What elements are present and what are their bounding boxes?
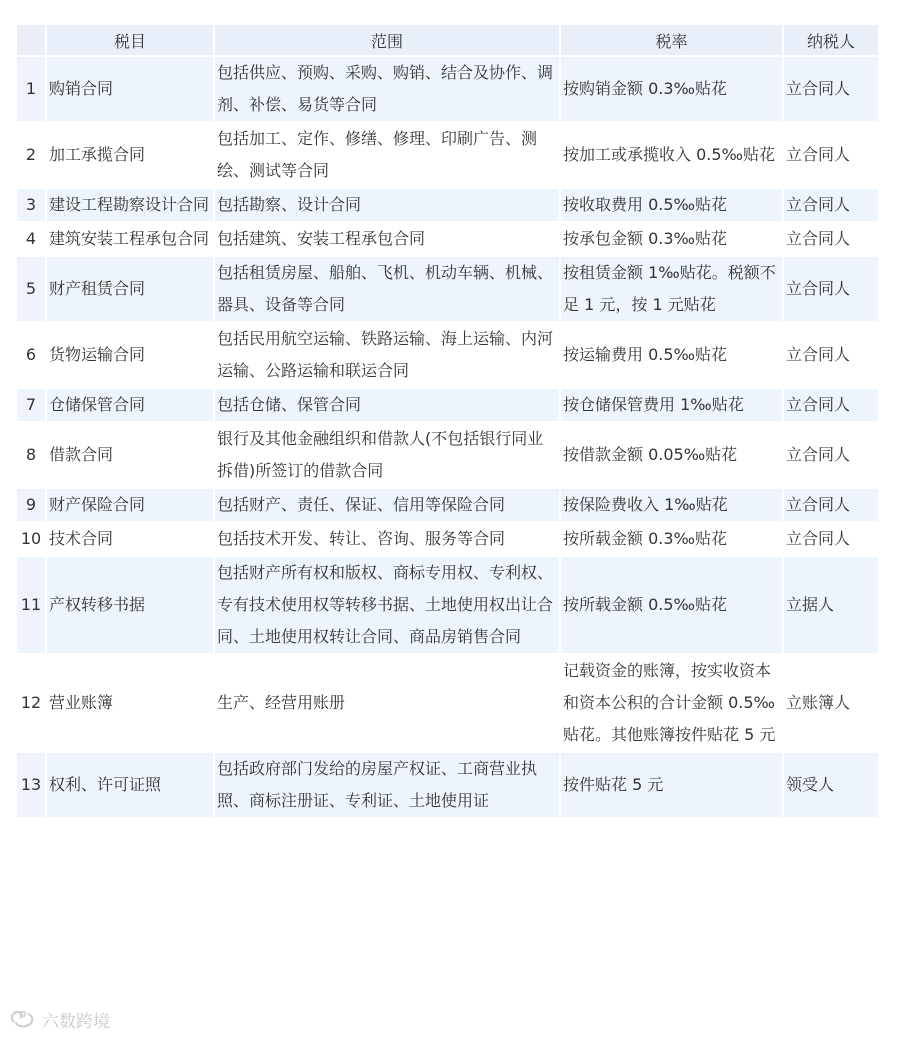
row-number: 11 bbox=[17, 557, 45, 653]
row-scope: 包括财产所有权和版权、商标专用权、专利权、专有技术使用权等转移书据、土地使用权出让合同、土地使用权转让合同、商品房销售合同 bbox=[215, 557, 559, 653]
row-rate: 按保险费收入 1‰贴花 bbox=[561, 489, 782, 521]
row-rate: 按借款金额 0.05‰贴花 bbox=[563, 445, 738, 464]
row-number: 8 bbox=[25, 445, 37, 464]
row-scope: 包括租赁房屋、船舶、飞机、机动车辆、机械、器具、设备等合同 bbox=[215, 257, 559, 321]
row-scope: 包括技术开发、转让、咨询、服务等合同 bbox=[217, 529, 506, 548]
stamp-tax-table bbox=[15, 23, 880, 819]
row-rate: 按收取费用 0.5‰贴花 bbox=[561, 189, 782, 221]
row-payer: 立合同人 bbox=[784, 189, 878, 221]
table-row bbox=[17, 257, 878, 321]
table-row bbox=[17, 389, 878, 421]
row-payer: 立合同人 bbox=[786, 345, 851, 364]
row-rate: 按所载金额 0.3‰贴花 bbox=[563, 529, 728, 548]
row-item: 货物运输合同 bbox=[49, 345, 146, 364]
row-rate: 按件贴花 5 元 bbox=[561, 753, 782, 817]
row-number: 10 bbox=[20, 529, 42, 548]
header-item: 税目 bbox=[47, 25, 213, 55]
row-number: 7 bbox=[17, 389, 45, 421]
row-number: 4 bbox=[25, 229, 37, 248]
row-number: 13 bbox=[17, 753, 45, 817]
row-item: 借款合同 bbox=[49, 445, 114, 464]
table-row bbox=[17, 557, 878, 653]
row-payer: 立合同人 bbox=[784, 57, 878, 121]
row-scope: 包括政府部门发给的房屋产权证、工商营业执照、商标注册证、专利证、土地使用证 bbox=[215, 753, 559, 817]
row-payer: 领受人 bbox=[784, 753, 878, 817]
row-scope: 包括民用航空运输、铁路运输、海上运输、内河运输、公路运输和联运合同 bbox=[217, 329, 554, 380]
row-rate: 按所载金额 0.5‰贴花 bbox=[561, 557, 782, 653]
row-payer: 立合同人 bbox=[786, 529, 851, 548]
table-row bbox=[17, 523, 878, 555]
row-rate: 按购销金额 0.3‰贴花 bbox=[561, 57, 782, 121]
table-header-row bbox=[17, 25, 878, 55]
row-scope: 包括供应、预购、采购、购销、结合及协作、调剂、补偿、易货等合同 bbox=[215, 57, 559, 121]
table-row bbox=[17, 423, 878, 487]
row-scope: 银行及其他金融组织和借款人(不包括银行同业拆借)所签订的借款合同 bbox=[217, 429, 544, 480]
row-payer: 立合同人 bbox=[784, 489, 878, 521]
row-rate: 按加工或承揽收入 0.5‰贴花 bbox=[563, 145, 776, 164]
table-row bbox=[17, 655, 878, 751]
row-payer: 立合同人 bbox=[786, 229, 851, 248]
row-scope: 包括仓储、保管合同 bbox=[215, 389, 559, 421]
row-rate: 按运输费用 0.5‰贴花 bbox=[563, 345, 728, 364]
row-item: 技术合同 bbox=[49, 529, 114, 548]
table-row bbox=[17, 323, 878, 387]
row-number: 5 bbox=[17, 257, 45, 321]
row-scope: 包括加工、定作、修缮、修理、印刷广告、测绘、测试等合同 bbox=[217, 129, 538, 180]
row-rate: 按租赁金额 1‰贴花。税额不足 1 元，按 1 元贴花 bbox=[561, 257, 782, 321]
row-payer: 立账簿人 bbox=[786, 693, 851, 712]
row-number: 12 bbox=[20, 693, 42, 712]
table-row bbox=[17, 489, 878, 521]
row-item: 营业账簿 bbox=[49, 693, 114, 712]
row-number: 3 bbox=[17, 189, 45, 221]
table-row bbox=[17, 223, 878, 255]
watermark bbox=[8, 1006, 110, 1032]
row-item: 购销合同 bbox=[47, 57, 213, 121]
row-payer: 立合同人 bbox=[784, 389, 878, 421]
row-number: 1 bbox=[17, 57, 45, 121]
row-item: 建设工程勘察设计合同 bbox=[47, 189, 213, 221]
header-index bbox=[17, 25, 45, 55]
row-number: 9 bbox=[17, 489, 45, 521]
brand-logo-icon bbox=[8, 1008, 36, 1030]
row-item: 权利、许可证照 bbox=[47, 753, 213, 817]
row-scope: 包括勘察、设计合同 bbox=[215, 189, 559, 221]
row-rate: 记载资金的账簿，按实收资本和资本公积的合计金额 0.5‰贴花。其他账簿按件贴花 5 元 bbox=[563, 661, 776, 744]
row-item: 加工承揽合同 bbox=[49, 145, 146, 164]
row-rate: 按承包金额 0.3‰贴花 bbox=[563, 229, 728, 248]
row-payer: 立合同人 bbox=[784, 257, 878, 321]
row-rate: 按仓储保管费用 1‰贴花 bbox=[561, 389, 782, 421]
header-rate: 税率 bbox=[561, 25, 782, 55]
row-scope: 包括财产、责任、保证、信用等保险合同 bbox=[215, 489, 559, 521]
row-payer: 立合同人 bbox=[786, 445, 851, 464]
row-payer: 立合同人 bbox=[786, 145, 851, 164]
table-row bbox=[17, 753, 878, 817]
row-item: 仓储保管合同 bbox=[47, 389, 213, 421]
watermark-text: 六数跨境 bbox=[42, 1011, 110, 1032]
table-row bbox=[17, 189, 878, 221]
row-item: 财产租赁合同 bbox=[47, 257, 213, 321]
row-number: 2 bbox=[25, 145, 37, 164]
row-payer: 立据人 bbox=[784, 557, 878, 653]
row-number: 6 bbox=[25, 345, 37, 364]
row-item: 财产保险合同 bbox=[47, 489, 213, 521]
table-row bbox=[17, 123, 878, 187]
table-row bbox=[17, 57, 878, 121]
row-scope: 生产、经营用账册 bbox=[217, 693, 346, 712]
row-item: 建筑安装工程承包合同 bbox=[49, 229, 210, 248]
header-scope: 范围 bbox=[215, 25, 559, 55]
row-scope: 包括建筑、安装工程承包合同 bbox=[217, 229, 426, 248]
header-payer: 纳税人 bbox=[784, 25, 878, 55]
row-item: 产权转移书据 bbox=[47, 557, 213, 653]
